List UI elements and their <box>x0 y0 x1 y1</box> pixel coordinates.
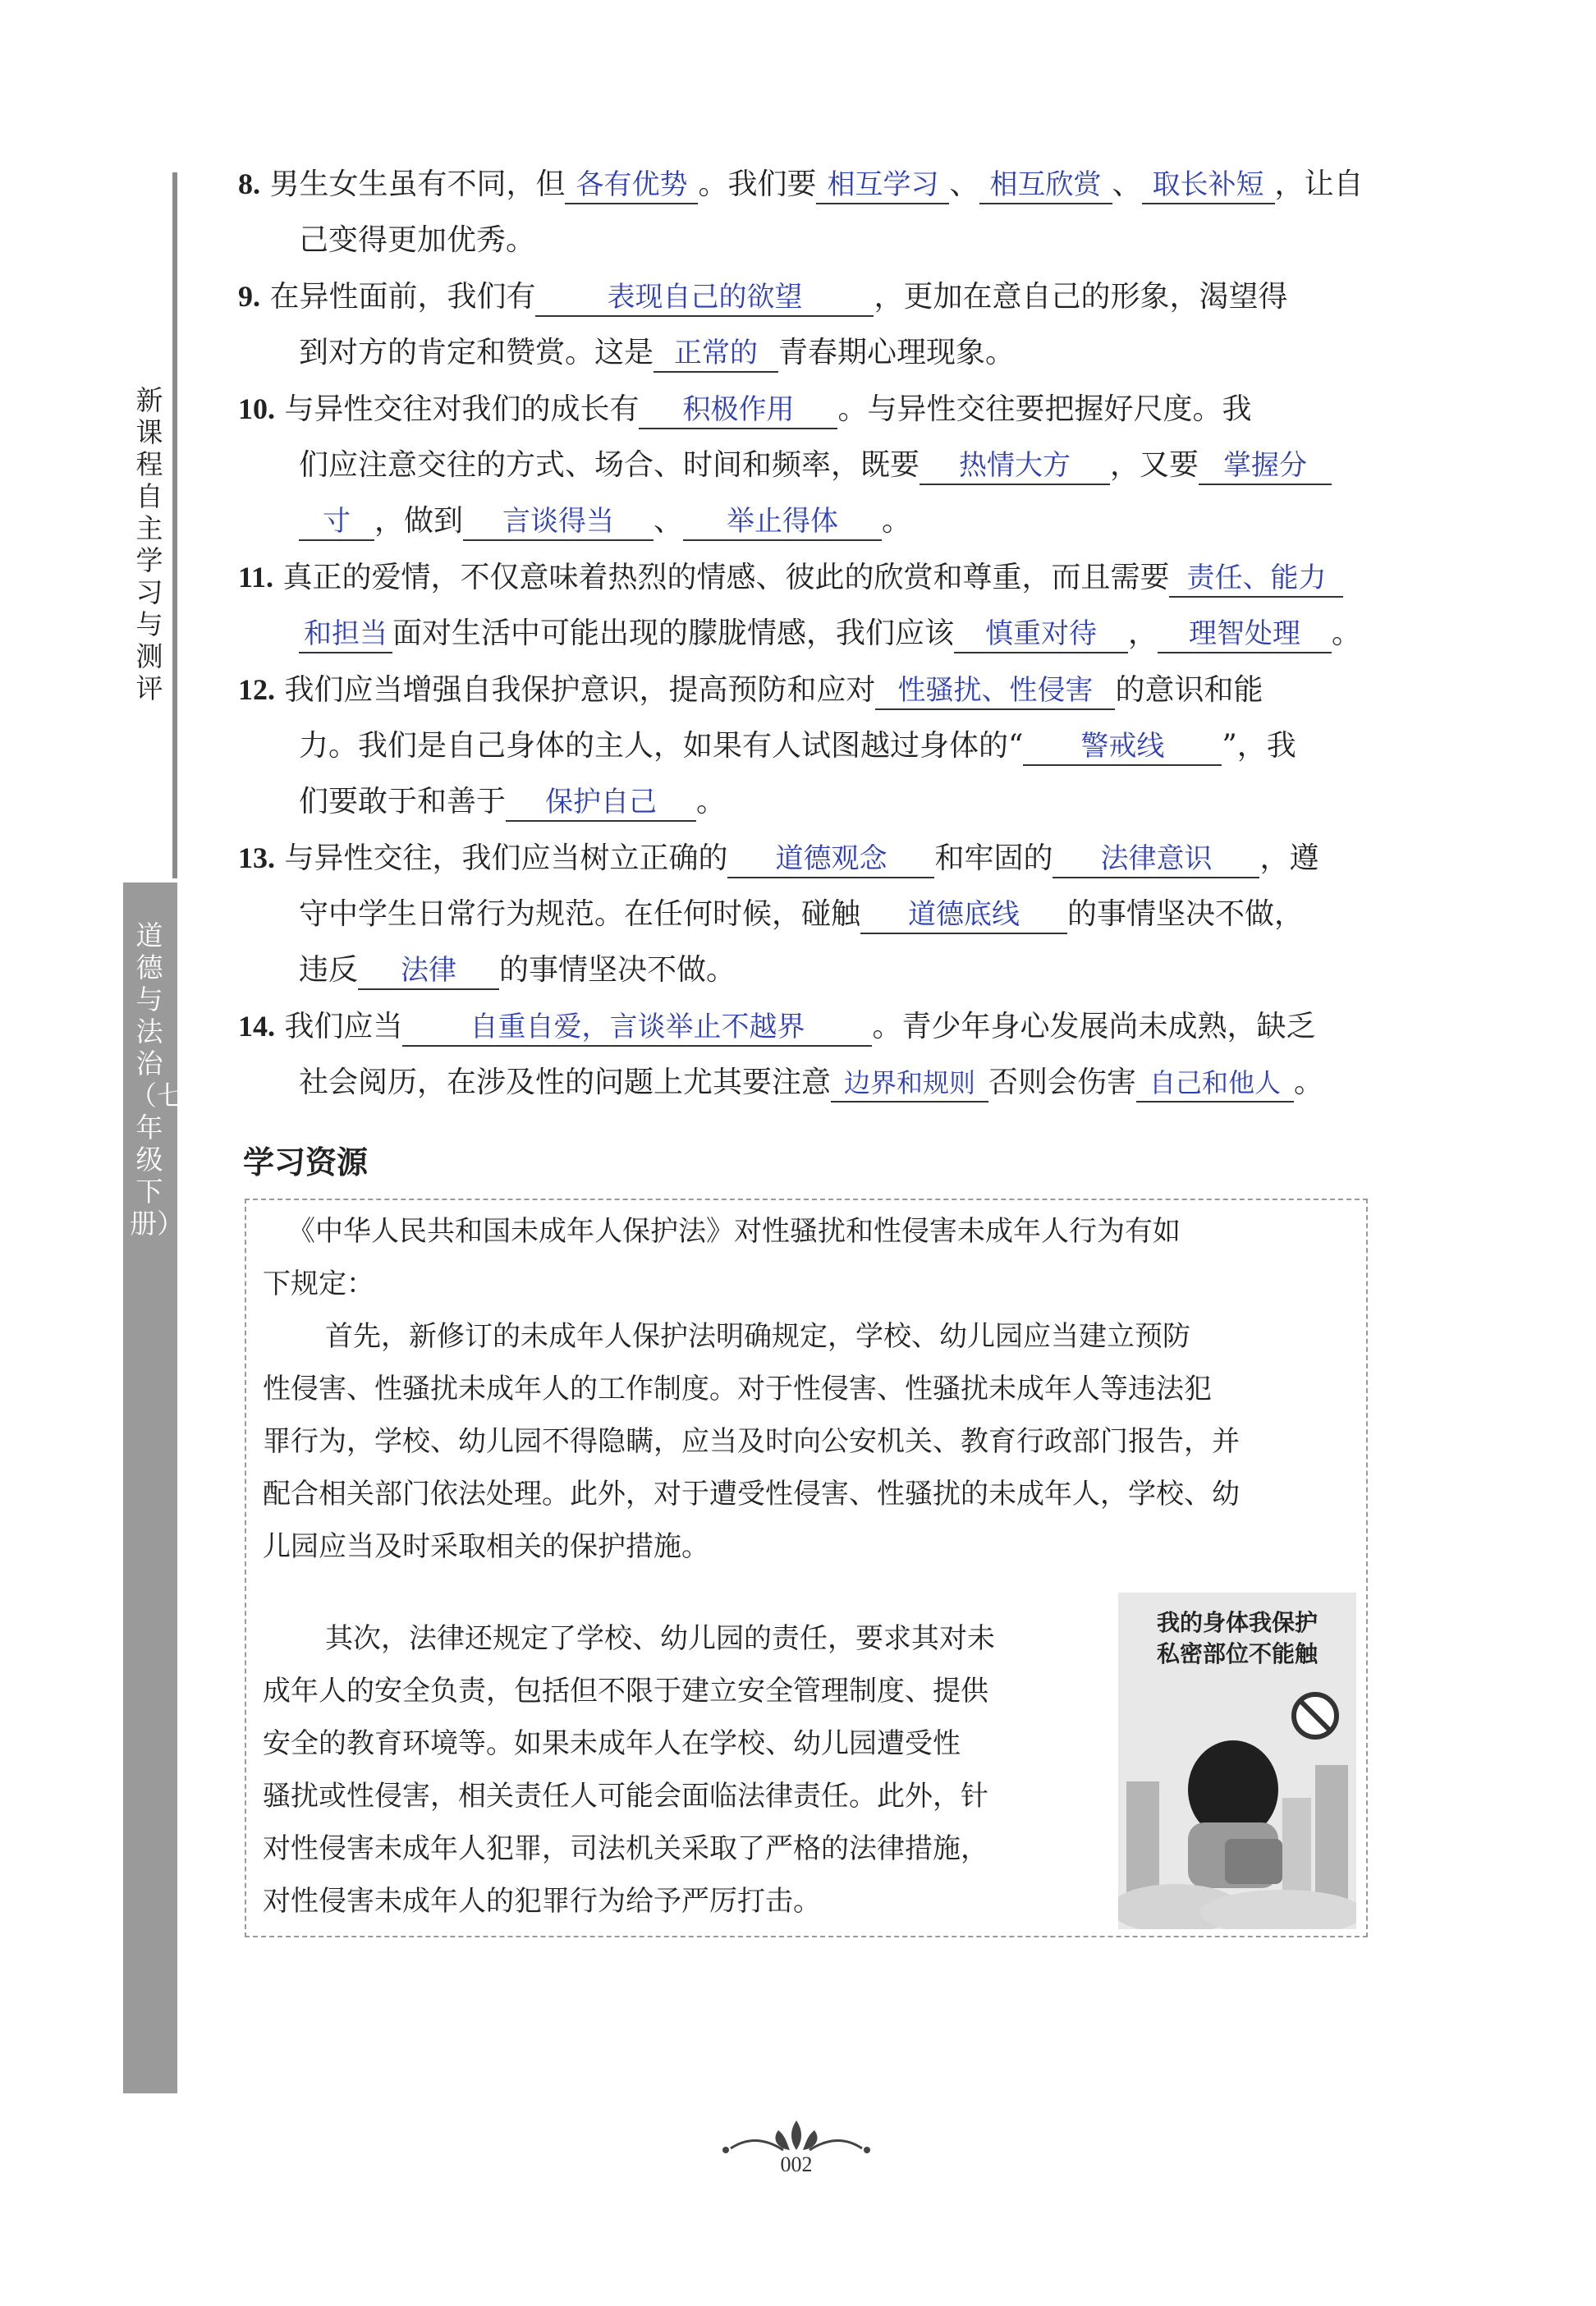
answer-blank[interactable]: 责任、能力 <box>1169 560 1343 598</box>
question-text: 。 <box>696 785 727 818</box>
question-10-cont <box>238 438 1379 493</box>
question-text: 、 <box>1112 167 1142 201</box>
question-text: ，做到 <box>374 504 464 538</box>
resource-line: 儿园应当及时采取相关的保护措施。 <box>263 1530 709 1563</box>
answer-blank[interactable]: 道德底线 <box>860 896 1067 934</box>
question-9 <box>238 268 1379 325</box>
prohibition-icon <box>1294 1694 1337 1737</box>
question-number: 11. <box>238 561 274 594</box>
question-text: ，让自 <box>1274 167 1364 201</box>
answer-blank[interactable]: 性骚扰、性侵害 <box>875 672 1115 710</box>
illustration-drawing <box>1118 1593 1356 1929</box>
subject-title: 道德与法治（七年级下册） <box>130 919 184 1240</box>
caption-line: 我的身体我保护 <box>1156 1609 1318 1636</box>
answer-blank[interactable]: 法律意识 <box>1053 841 1259 878</box>
question-text: 我们应当 <box>284 1010 403 1043</box>
resource-paragraph-1 <box>263 1310 1355 1573</box>
question-13-cont2 <box>238 942 1379 998</box>
question-text: 否则会伤害 <box>988 1066 1137 1099</box>
resource-line: 对性侵害未成年人的犯罪行为给予严厉打击。 <box>263 1885 821 1918</box>
question-text: 的事情坚决不做， <box>1067 897 1305 931</box>
question-text: 们要敢于和善于 <box>299 785 507 818</box>
question-number: 14. <box>238 1010 275 1043</box>
resource-line: 对性侵害未成年人犯罪，司法机关采取了严格的法律措施， <box>263 1832 988 1865</box>
question-text: ， <box>1128 617 1158 650</box>
question-text: 在异性面前，我们有 <box>269 280 536 314</box>
question-text: 、 <box>949 167 979 201</box>
resource-line: 其次，法律还规定了学校、幼儿园的责任，要求其对未 <box>325 1622 995 1655</box>
safety-illustration <box>1118 1593 1356 1929</box>
question-13-cont <box>238 887 1379 942</box>
answer-blank[interactable]: 言谈得当 <box>463 503 654 541</box>
question-list <box>238 156 1379 1111</box>
question-text: ，遵 <box>1259 841 1319 875</box>
question-text: 。 <box>1332 617 1362 650</box>
answer-blank[interactable]: 相互欣赏 <box>979 167 1112 204</box>
question-text: 守中学生日常行为规范。在任何时候，碰触 <box>299 897 861 931</box>
footer-ornament-icon <box>714 2114 878 2155</box>
answer-blank[interactable]: 热情大方 <box>920 447 1110 485</box>
question-text: ，更加在意自己的形象，渴望得 <box>874 280 1288 314</box>
question-8-cont <box>238 213 1379 268</box>
question-text: 面对生活中可能出现的朦胧情感，我们应该 <box>392 617 955 650</box>
question-number: 10. <box>238 392 275 425</box>
question-text: 与异性交往对我们的成长有 <box>284 392 640 426</box>
resource-line: 骚扰或性侵害，相关责任人可能会面临法律责任。此外，针 <box>263 1780 988 1813</box>
answer-blank[interactable]: 寸 <box>299 503 374 541</box>
question-number: 13. <box>238 841 275 874</box>
answer-blank[interactable]: 取长补短 <box>1142 167 1275 204</box>
question-12 <box>238 662 1379 718</box>
question-text: 。我们要 <box>698 167 817 201</box>
question-text: 、 <box>654 504 684 538</box>
question-11 <box>238 549 1379 606</box>
question-text: 青春期心理现象。 <box>778 336 1016 369</box>
answer-blank[interactable]: 相互学习 <box>816 167 949 204</box>
question-number: 8. <box>238 167 260 200</box>
question-text: 。与异性交往要把握好尺度。我 <box>837 392 1252 426</box>
question-14-cont <box>238 1055 1379 1111</box>
question-number: 9. <box>238 280 260 313</box>
resource-line: 《中华人民共和国未成年人保护法》对性骚扰和性侵害未成年人行为有如 <box>287 1215 1181 1248</box>
caption-line: 私密部位不能触 <box>1156 1640 1318 1667</box>
resource-line: 罪行为，学校、幼儿园不得隐瞒，应当及时向公安机关、教育行政部门报告，并 <box>263 1425 1240 1458</box>
answer-blank[interactable]: 积极作用 <box>639 392 837 429</box>
answer-blank[interactable]: 表现自己的欲望 <box>535 279 874 317</box>
question-number: 12. <box>238 673 275 706</box>
question-12-cont2 <box>238 774 1379 830</box>
question-text: 们应注意交往的方式、场合、时间和频率，既要 <box>299 448 920 482</box>
answer-blank[interactable]: 各有优势 <box>565 167 698 204</box>
answer-blank[interactable]: 慎重对待 <box>954 616 1128 653</box>
question-text: 己变得更加优秀。 <box>299 223 536 257</box>
resource-line: 首先，新修订的未成年人保护法明确规定，学校、幼儿园应当建立预防 <box>325 1320 1190 1353</box>
answer-blank[interactable]: 举止得体 <box>683 503 882 541</box>
answer-blank[interactable]: 理智处理 <box>1158 616 1332 653</box>
page-number: 002 <box>780 2152 813 2176</box>
question-13 <box>238 830 1379 887</box>
resource-line: 配合相关部门依法处理。此外，对于遭受性侵害、性骚扰的未成年人，学校、幼 <box>263 1478 1240 1511</box>
question-8 <box>238 156 1379 213</box>
answer-blank[interactable]: 道德观念 <box>727 841 934 878</box>
question-text: ”，我 <box>1222 729 1296 763</box>
answer-blank[interactable]: 自己和他人 <box>1136 1065 1294 1103</box>
resource-line: 性侵害、性骚扰未成年人的工作制度。对于性侵害、性骚扰未成年人等违法犯 <box>263 1373 1212 1405</box>
resource-line: 下规定： <box>263 1268 374 1300</box>
question-12-cont <box>238 718 1379 774</box>
question-text: 。 <box>882 504 912 538</box>
question-10-cont2 <box>238 493 1379 549</box>
girl-figure-icon <box>1188 1740 1282 1888</box>
question-text: 我们应当增强自我保护意识，提高预防和应对 <box>284 673 876 707</box>
question-text: ，又要 <box>1110 448 1199 482</box>
question-10 <box>238 381 1379 438</box>
answer-blank[interactable]: 正常的 <box>654 335 778 373</box>
answer-blank[interactable]: 自重自爱，言谈举止不越界 <box>402 1009 872 1047</box>
answer-blank[interactable]: 和担当 <box>299 616 392 653</box>
resource-line: 安全的教育环境等。如果未成年人在学校、幼儿园遭受性 <box>263 1727 961 1760</box>
answer-blank[interactable]: 警戒线 <box>1023 728 1222 766</box>
question-text: 男生女生虽有不同，但 <box>269 167 566 201</box>
resource-intro <box>263 1205 1355 1310</box>
question-14 <box>238 998 1379 1055</box>
question-9-cont <box>238 325 1379 381</box>
question-text: 的事情坚决不做。 <box>499 953 736 987</box>
question-text: 力。我们是自己身体的主人，如果有人试图越过身体的“ <box>299 729 1024 763</box>
answer-blank[interactable]: 掌握分 <box>1199 447 1332 485</box>
answer-blank[interactable]: 法律 <box>358 952 499 990</box>
question-text: 与异性交往，我们应当树立正确的 <box>284 841 728 875</box>
series-title: 新课程自主学习与测评 <box>135 384 163 704</box>
question-text: 和牢固的 <box>934 841 1053 875</box>
answer-blank[interactable]: 边界和规则 <box>831 1065 988 1103</box>
question-11-cont <box>238 606 1379 662</box>
answer-blank[interactable]: 保护自己 <box>506 784 696 822</box>
resource-line: 成年人的安全负责，包括但不限于建立安全管理制度、提供 <box>263 1675 988 1708</box>
question-text: 社会阅历，在涉及性的问题上尤其要注意 <box>299 1066 832 1099</box>
section-title: 学习资源 <box>243 1144 369 1181</box>
question-text: 到对方的肯定和赞赏。这是 <box>299 336 654 369</box>
question-text: 违反 <box>299 953 359 987</box>
resource-paragraph-2 <box>263 1612 1125 1928</box>
question-text: 的意识和能 <box>1115 673 1264 707</box>
question-text: 真正的爱情，不仅意味着热烈的情感、彼此的欣赏和尊重，而且需要 <box>282 561 1170 594</box>
question-text: 。 <box>1294 1066 1324 1099</box>
question-text: 。青少年身心发展尚未成熟，缺乏 <box>872 1010 1316 1043</box>
